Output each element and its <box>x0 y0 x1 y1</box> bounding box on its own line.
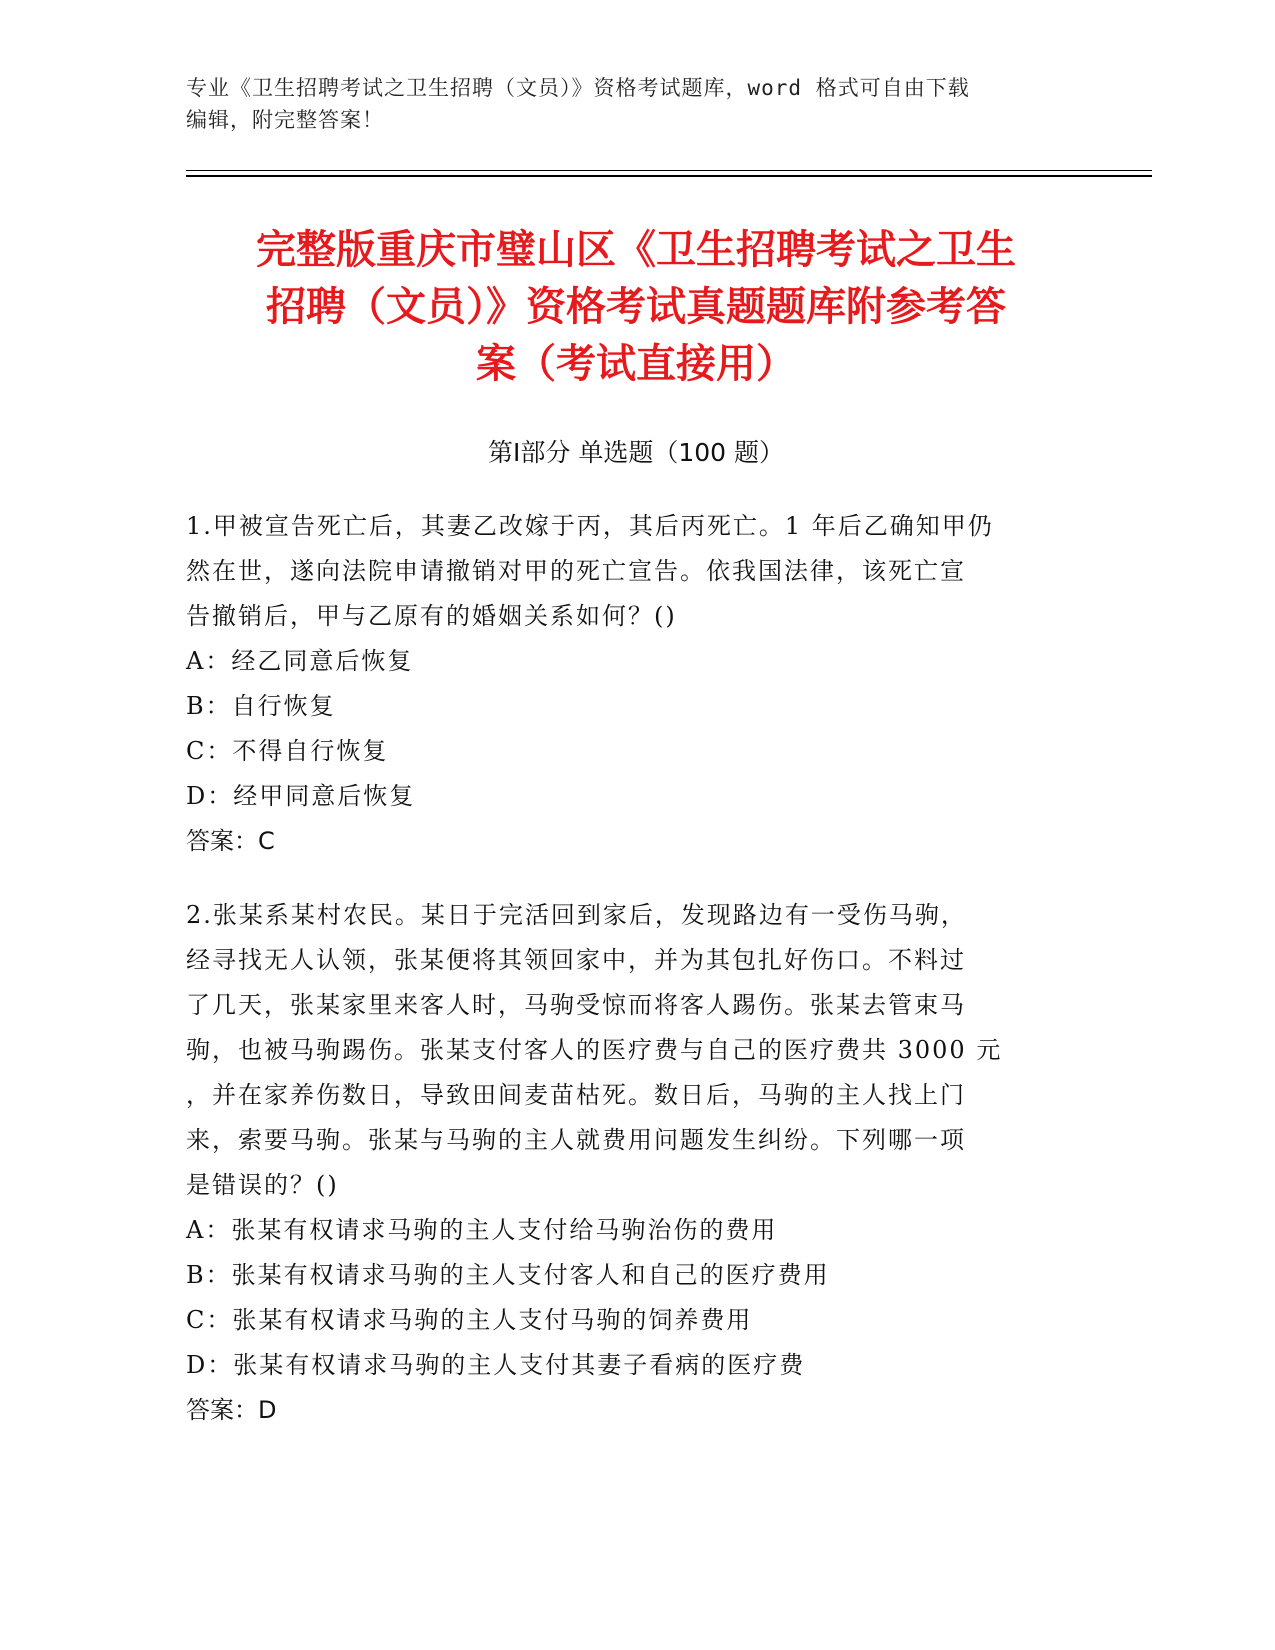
option-b: B：张某有权请求马驹的主人支付客人和自己的医疗费用 <box>186 1261 830 1289</box>
question-2 <box>186 893 1066 1433</box>
answer-label: 答案：C <box>186 827 275 855</box>
header-divider-thick <box>186 175 1152 177</box>
header-note-line-1: 专业《卫生招聘考试之卫生招聘（文员）》资格考试题库，word 格式可自由下载 <box>186 76 970 100</box>
option-c: C：不得自行恢复 <box>186 737 389 765</box>
section-heading: 第Ⅰ部分 单选题（100 题） <box>488 438 784 467</box>
document-title <box>186 222 1086 393</box>
header-note <box>186 72 1086 136</box>
option-c: C：张某有权请求马驹的主人支付马驹的饲养费用 <box>186 1306 753 1334</box>
option-d: D：张某有权请求马驹的主人支付其妻子看病的医疗费 <box>186 1351 806 1379</box>
question-stem-line: ，并在家养伤数日，导致田间麦苗枯死。数日后，马驹的主人找上门 <box>186 1081 966 1109</box>
question-stem-line: 然在世，遂向法院申请撤销对甲的死亡宣告。依我国法律，该死亡宣 <box>186 557 966 585</box>
document-title-line-3: 案（考试直接用） <box>476 341 796 387</box>
header-divider-thin <box>186 170 1152 171</box>
document-title-line-2: 招聘（文员）》资格考试真题题库附参考答 <box>266 284 1006 330</box>
option-a: A：经乙同意后恢复 <box>186 647 414 675</box>
question-stem-line: 是错误的？() <box>186 1171 339 1199</box>
answer-label: 答案：D <box>186 1396 277 1424</box>
question-stem-line: 来，索要马驹。张某与马驹的主人就费用问题发生纠纷。下列哪一项 <box>186 1126 966 1154</box>
question-stem-line: 驹，也被马驹踢伤。张某支付客人的医疗费与自己的医疗费共 3000 元 <box>186 1036 1003 1064</box>
option-d: D：经甲同意后恢复 <box>186 782 416 810</box>
question-stem-line: 2.张某系某村农民。某日于完活回到家后，发现路边有一受伤马驹， <box>186 901 967 929</box>
question-stem-line: 1.甲被宣告死亡后，其妻乙改嫁于丙，其后丙死亡。1 年后乙确知甲仍 <box>186 512 994 540</box>
header-note-line-2: 编辑，附完整答案！ <box>186 108 384 132</box>
question-1 <box>186 504 1066 864</box>
question-stem-line: 了几天，张某家里来客人时，马驹受惊而将客人踢伤。张某去管束马 <box>186 991 966 1019</box>
option-a: A：张某有权请求马驹的主人支付给马驹治伤的费用 <box>186 1216 778 1244</box>
document-title-line-1: 完整版重庆市璧山区《卫生招聘考试之卫生 <box>256 227 1016 273</box>
question-stem-line: 经寻找无人认领，张某便将其领回家中，并为其包扎好伤口。不料过 <box>186 946 966 974</box>
question-stem-line: 告撤销后，甲与乙原有的婚姻关系如何？() <box>186 602 677 630</box>
option-b: B：自行恢复 <box>186 692 336 720</box>
